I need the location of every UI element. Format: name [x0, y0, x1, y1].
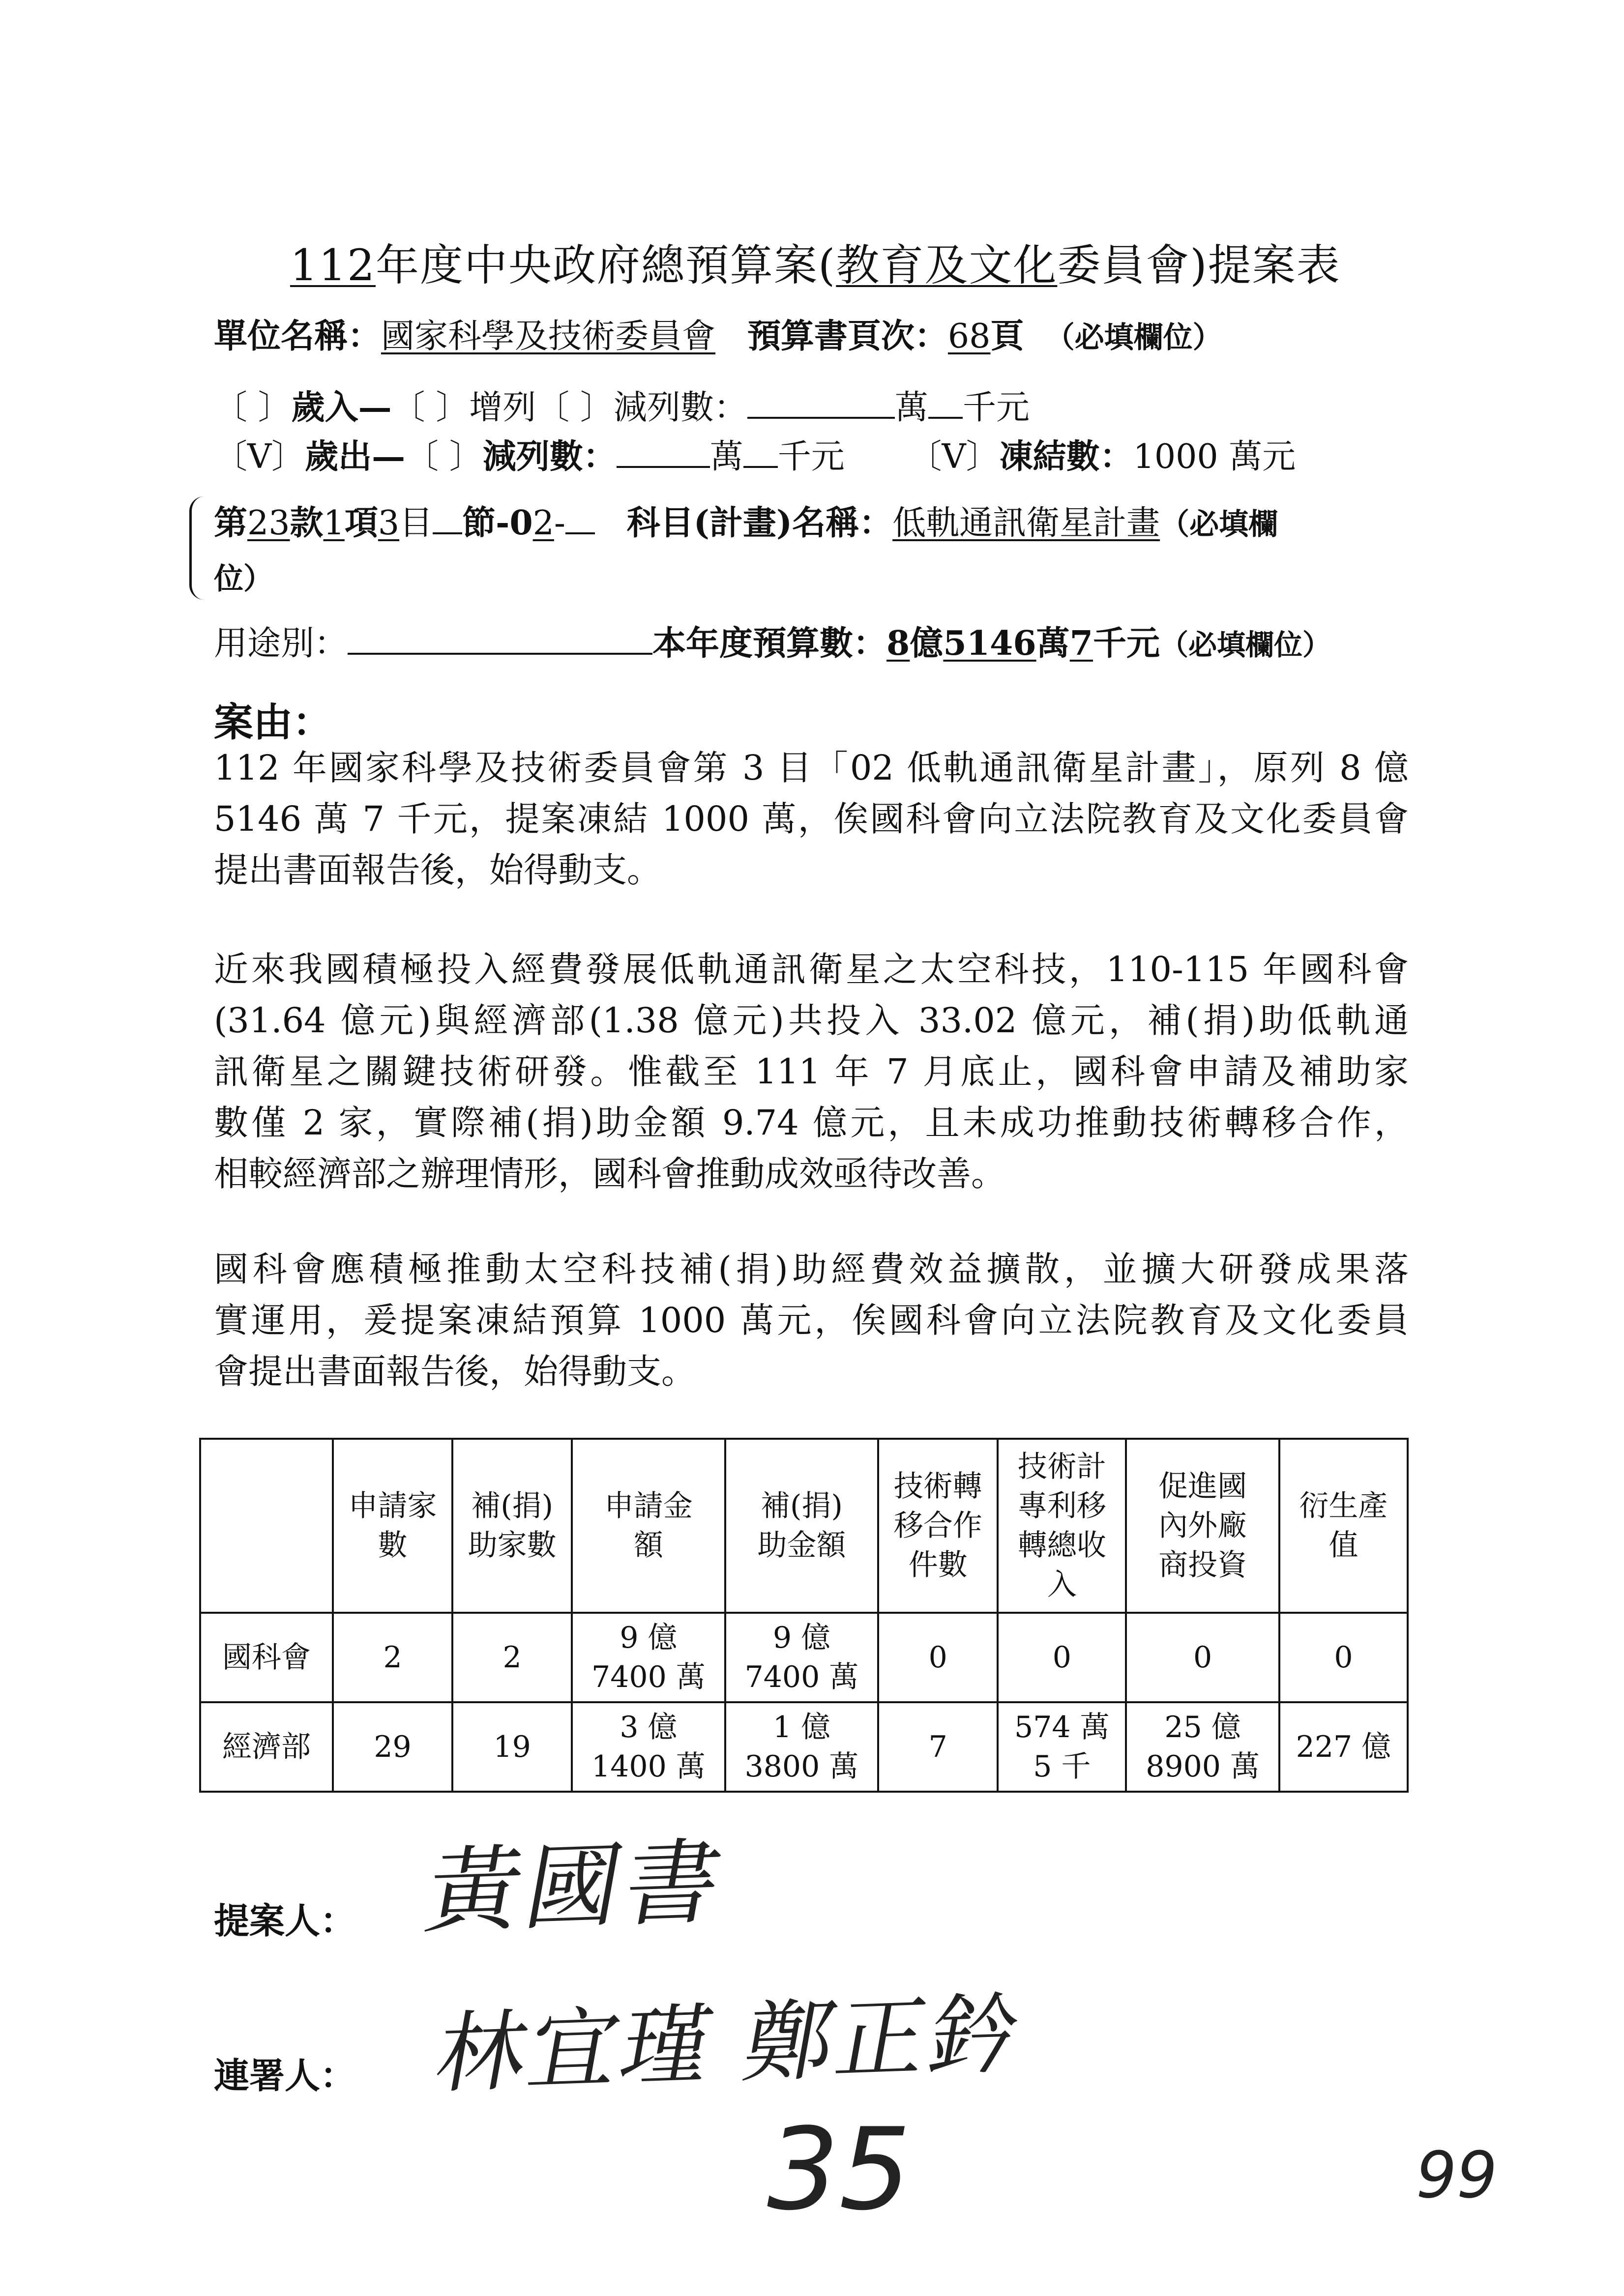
header-cell: 補(捐) 助家數 — [452, 1439, 572, 1613]
header-cell: 衍生產 值 — [1279, 1439, 1408, 1613]
text-line: 國科會應積極推動太空科技補(捐)助經費效益擴散，並擴大研發成果落 — [214, 1249, 1409, 1289]
comparison-table — [199, 1438, 1409, 1793]
usage-line — [214, 617, 1331, 665]
freeze-label: 凍結數： — [999, 437, 1133, 476]
text-line: 提出書面報告後，始得動支。 — [214, 850, 661, 890]
qian-unit: 千元 — [962, 388, 1030, 427]
table-cell: 1 億 3800 萬 — [725, 1702, 879, 1792]
increase-label: 增列 — [469, 388, 536, 427]
title-year: 112 — [290, 240, 376, 291]
kuan-value: 23 — [247, 504, 290, 543]
table-cell: 19 — [452, 1702, 572, 1792]
wan-unit: 萬 — [709, 437, 743, 476]
table-cell: 2 — [452, 1613, 572, 1702]
usage-label: 用途別： — [214, 624, 348, 663]
dash: - — [554, 504, 565, 543]
kuan-label: 款 — [290, 503, 324, 543]
handwritten-number: 35 — [767, 2104, 911, 2236]
text-line: 數僅 2 家，實際補(捐)助金額 9.74 億元，且未成功推動技術轉移合作， — [214, 1103, 1409, 1143]
table-row — [200, 1613, 1408, 1702]
table-cell: 0 — [998, 1613, 1126, 1702]
wan-blank[interactable] — [617, 436, 710, 468]
jie-blank[interactable] — [433, 503, 462, 534]
cosigner-label: 連署人： — [214, 2055, 356, 2096]
qian-label: 千元 — [1093, 624, 1160, 663]
brace-mark — [189, 496, 207, 600]
table-cell: 9 億 7400 萬 — [572, 1613, 725, 1702]
yi-label: 億 — [910, 624, 944, 663]
xiang-value: 1 — [323, 504, 345, 543]
table-cell: 29 — [333, 1702, 452, 1792]
unit-line — [214, 310, 1222, 357]
name-label: 科目(計畫)名稱： — [626, 503, 893, 543]
text-line: 會提出書面報告後，始得動支。 — [214, 1351, 696, 1392]
yi-value: 8 — [886, 624, 910, 663]
decrease-label: 減列數： — [613, 388, 747, 427]
unit-value: 國家科學及技術委員會 — [381, 317, 716, 356]
name-value: 低軌通訊衛星計畫 — [892, 504, 1160, 543]
increase-checkbox[interactable]: 〔 〕 — [391, 388, 470, 427]
revenue-line — [214, 381, 1030, 429]
header-cell: 技術計 專利移 轉總收 入 — [998, 1439, 1126, 1613]
table-cell: 0 — [878, 1613, 998, 1702]
unit-label: 單位名稱： — [214, 317, 382, 356]
table-header-row — [200, 1439, 1408, 1613]
qian-blank[interactable] — [743, 436, 778, 468]
wan-blank[interactable] — [747, 387, 895, 419]
table-cell: 574 萬 5 千 — [998, 1702, 1126, 1792]
sub-blank[interactable] — [565, 503, 595, 534]
header-cell: 促進國 內外廠 商投資 — [1126, 1439, 1279, 1613]
revenue-checkbox[interactable]: 〔 〕 — [214, 388, 292, 427]
header-cell — [200, 1439, 333, 1613]
header-cell: 技術轉 移合作 件數 — [878, 1439, 998, 1613]
wan-value: 5146 — [943, 624, 1036, 663]
table-cell: 25 億 8900 萬 — [1126, 1702, 1279, 1792]
table-cell: 2 — [333, 1613, 452, 1702]
reason-heading: 案由： — [214, 699, 332, 745]
expense-label: 歲出— — [305, 437, 406, 476]
required-note: （必填欄位） — [1160, 628, 1331, 662]
item-line — [214, 496, 1278, 544]
table-row — [200, 1702, 1408, 1792]
header-cell: 申請家 數 — [333, 1439, 452, 1613]
form-title — [290, 231, 1341, 293]
usage-blank[interactable] — [348, 623, 652, 655]
expense-decrease-checkbox[interactable]: 〔 〕 — [405, 437, 483, 476]
title-text: 年度中央政府總預算案( — [375, 240, 836, 291]
mu-label: 目 — [399, 504, 433, 543]
qian-unit: 千元 — [777, 437, 845, 476]
table-cell: 7 — [878, 1702, 998, 1792]
item-di: 第 — [214, 503, 248, 543]
cosigner-signatures: 林宜瑾 鄭正鈐 — [428, 1982, 1031, 2106]
xiang-label: 項 — [344, 503, 378, 543]
header-cell: 補(捐) 助金額 — [725, 1439, 879, 1613]
title-committee: 教育及文化 — [836, 240, 1058, 291]
page-number: 99 — [1416, 2138, 1498, 2212]
expense-decrease-label: 減列數： — [482, 437, 617, 476]
table-cell: 0 — [1126, 1613, 1279, 1702]
expense-checkbox[interactable]: 〔V〕 — [214, 437, 305, 476]
code-value: 2 — [532, 504, 554, 543]
mu-value: 3 — [378, 504, 400, 543]
wan-unit: 萬 — [894, 388, 928, 427]
expense-line — [214, 430, 1296, 478]
text-line: 近來我國積極投入經費發展低軌通訊衛星之太空科技，110-115 年國科會 — [214, 949, 1409, 989]
table-cell: 經濟部 — [200, 1702, 333, 1792]
table-cell: 國科會 — [200, 1613, 333, 1702]
proposer-label: 提案人： — [214, 1900, 356, 1942]
header-cell: 申請金 額 — [572, 1439, 725, 1613]
budget-label: 本年度預算數： — [652, 624, 887, 663]
qian-value: 7 — [1069, 624, 1093, 663]
table-cell: 0 — [1279, 1613, 1408, 1702]
text-line: 訊衛星之關鍵技術研發。惟截至 111 年 7 月底止，國科會申請及補助家 — [214, 1051, 1409, 1092]
revenue-label: 歲入— — [291, 388, 392, 427]
page-value: 68 — [947, 317, 991, 356]
text-line: 5146 萬 7 千元，提案凍結 1000 萬，俟國科會向立法院教育及文化委員會 — [214, 799, 1409, 839]
required-note-cont: 位） — [214, 562, 273, 596]
table-cell: 9 億 7400 萬 — [725, 1613, 879, 1702]
text-line: 相較經濟部之辦理情形，國科會推動成效亟待改善。 — [214, 1154, 1005, 1194]
table-cell: 227 億 — [1279, 1702, 1408, 1792]
paragraph-2 — [214, 944, 1409, 1199]
freeze-value: 1000 萬元 — [1133, 437, 1296, 476]
page-unit: 頁 — [990, 317, 1024, 356]
jie-label: 節-0 — [462, 503, 533, 543]
qian-blank[interactable] — [928, 387, 963, 419]
text-line: (31.64 億元)與經濟部(1.38 億元)共投入 33.02 億元，補(捐)助低軌通 — [214, 1000, 1409, 1041]
text-line: 112 年國家科學及技術委員會第 3 目「02 低軌通訊衛星計畫」，原列 8 億 — [214, 748, 1409, 788]
paragraph-1 — [214, 742, 1409, 896]
required-note: （必填欄 — [1160, 507, 1278, 542]
text-line: 實運用，爰提案凍結預算 1000 萬元，俟國科會向立法院教育及文化委員 — [214, 1300, 1409, 1340]
required-note: （必填欄位） — [1045, 320, 1222, 355]
proposer-signature: 黃國書 — [418, 1828, 735, 1947]
paragraph-3 — [214, 1244, 1409, 1397]
title-suffix: 委員會)提案表 — [1057, 240, 1341, 291]
freeze-checkbox[interactable]: 〔V〕 — [908, 437, 1000, 476]
decrease-checkbox[interactable]: 〔 〕 — [536, 388, 614, 427]
table-cell: 3 億 1400 萬 — [572, 1702, 725, 1792]
wan-label: 萬 — [1036, 624, 1070, 663]
page-label: 預算書頁次： — [747, 317, 948, 356]
